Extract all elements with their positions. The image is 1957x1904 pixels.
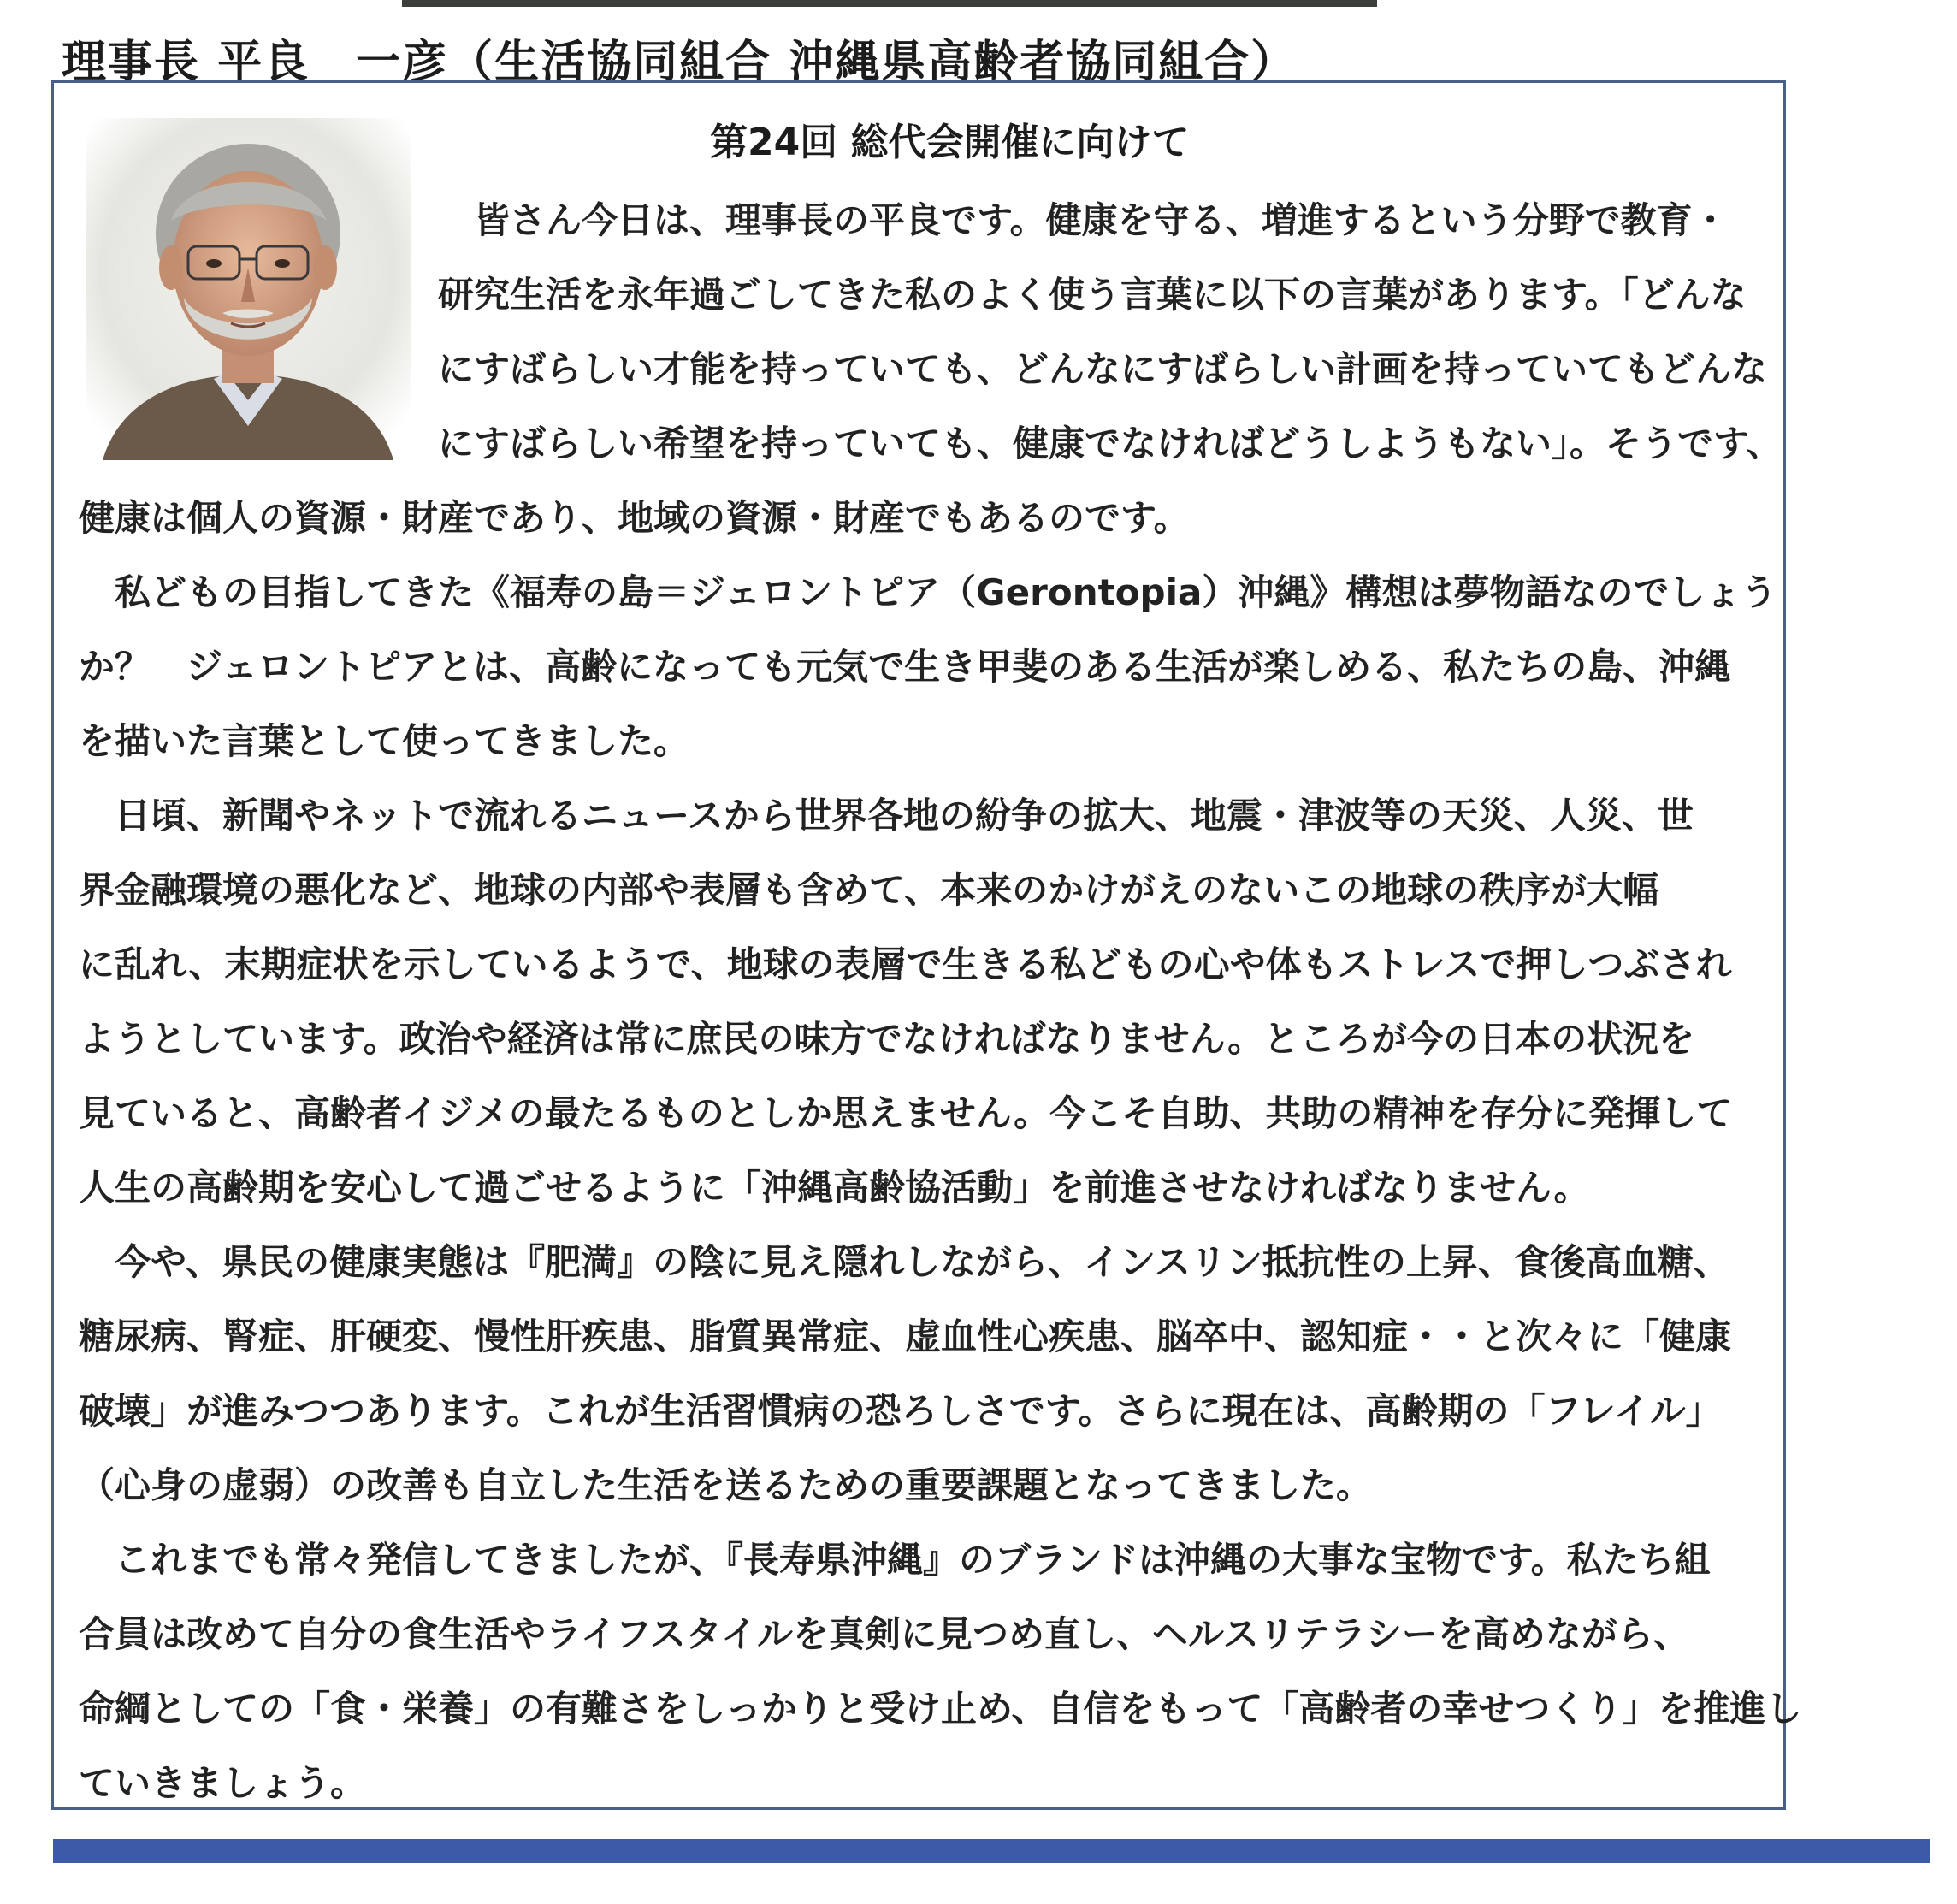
body-line: か？ ジェロントピアとは、高齢になっても元気で生き甲斐のある生活が楽しめる、私たちの島、沖縄 xyxy=(79,646,1731,688)
body-line: 皆さん今日は、理事長の平良です。健康を守る、増進するという分野で教育・ xyxy=(438,199,1729,241)
body-line: 界金融環境の悪化など、地球の内部や表層も含めて、本来のかけがえのないこの地球の秩序が大幅 xyxy=(79,869,1659,911)
body-line: 研究生活を永年過ごしてきた私のよく使う言葉に以下の言葉があります。「どんな xyxy=(438,274,1747,316)
body-line: 合員は改めて自分の食生活やライフスタイルを真剣に見つめ直し、ヘルスリテラシーを高めながら、 xyxy=(79,1613,1689,1655)
body-line: 今や、県民の健康実態は『肥満』の陰に見え隠れしながら、インスリン抵抗性の上昇、食後高血糖、 xyxy=(79,1241,1729,1283)
body-line: （心身の虚弱）の改善も自立した生活を送るための重要課題となってきました。 xyxy=(79,1464,1373,1506)
body-line: 私どもの目指してきた《福寿の島＝ジェロントピア（Gerontopia）沖縄》構想は夢物語なのでしょう xyxy=(79,571,1777,613)
page-title: 理事長 平良 一彦（生活協同組合 沖縄県高齢者協同組合） xyxy=(62,37,1298,88)
body-line: 糖尿病、腎症、肝硬変、慢性肝疾患、脂質異常症、虚血性心疾患、脳卒中、認知症・・と次々に「健康 xyxy=(79,1316,1732,1357)
bottom-divider-bar xyxy=(53,1839,1930,1863)
article-body xyxy=(79,183,1918,1820)
body-line: 破壊」が進みつつあります。これが生活習慣病の恐ろしさです。さらに現在は、高齢期の「フレイル」 xyxy=(79,1390,1722,1432)
body-line: ていきましょう。 xyxy=(79,1762,367,1804)
body-line: 健康は個人の資源・財産であり、地域の資源・財産でもあるのです。 xyxy=(79,497,1190,539)
top-photo-strip xyxy=(402,0,1377,7)
body-line: 日頃、新聞やネットで流れるニュースから世界各地の紛争の拡大、地震・津波等の天災、人災、世 xyxy=(79,795,1694,837)
body-line: にすばらしい希望を持っていても、健康でなければどうしようもない」。そうです、 xyxy=(438,423,1783,464)
body-line: を描いた言葉として使ってきました。 xyxy=(79,720,690,762)
body-line: これまでも常々発信してきましたが、『長寿県沖縄』のブランドは沖縄の大事な宝物です。私たち組 xyxy=(79,1539,1711,1581)
article-subtitle: 第24回 総代会開催に向けて xyxy=(710,121,1190,164)
body-line: に乱れ、末期症状を示しているようで、地球の表層で生きる私どもの心や体もストレスで押しつぶされ xyxy=(79,943,1732,985)
body-line: 人生の高齢期を安心して過ごせるように「沖縄高齢協活動」を前進させなければなりません。 xyxy=(79,1167,1590,1209)
body-line: 見ていると、高齢者イジメの最たるものとしか思えません。今こそ自助、共助の精神を存分に発揮して xyxy=(79,1092,1733,1134)
body-line: 命綱としての「食・栄養」の有難さをしっかりと受け止め、自信をもって「高齢者の幸せつくり」を推進し xyxy=(79,1688,1802,1730)
body-line: にすばらしい才能を持っていても、どんなにすばらしい計画を持っていてもどんな xyxy=(438,348,1768,390)
body-line: ようとしています。政治や経済は常に庶民の味方でなければなりません。ところが今の日本の状況を xyxy=(79,1018,1695,1060)
